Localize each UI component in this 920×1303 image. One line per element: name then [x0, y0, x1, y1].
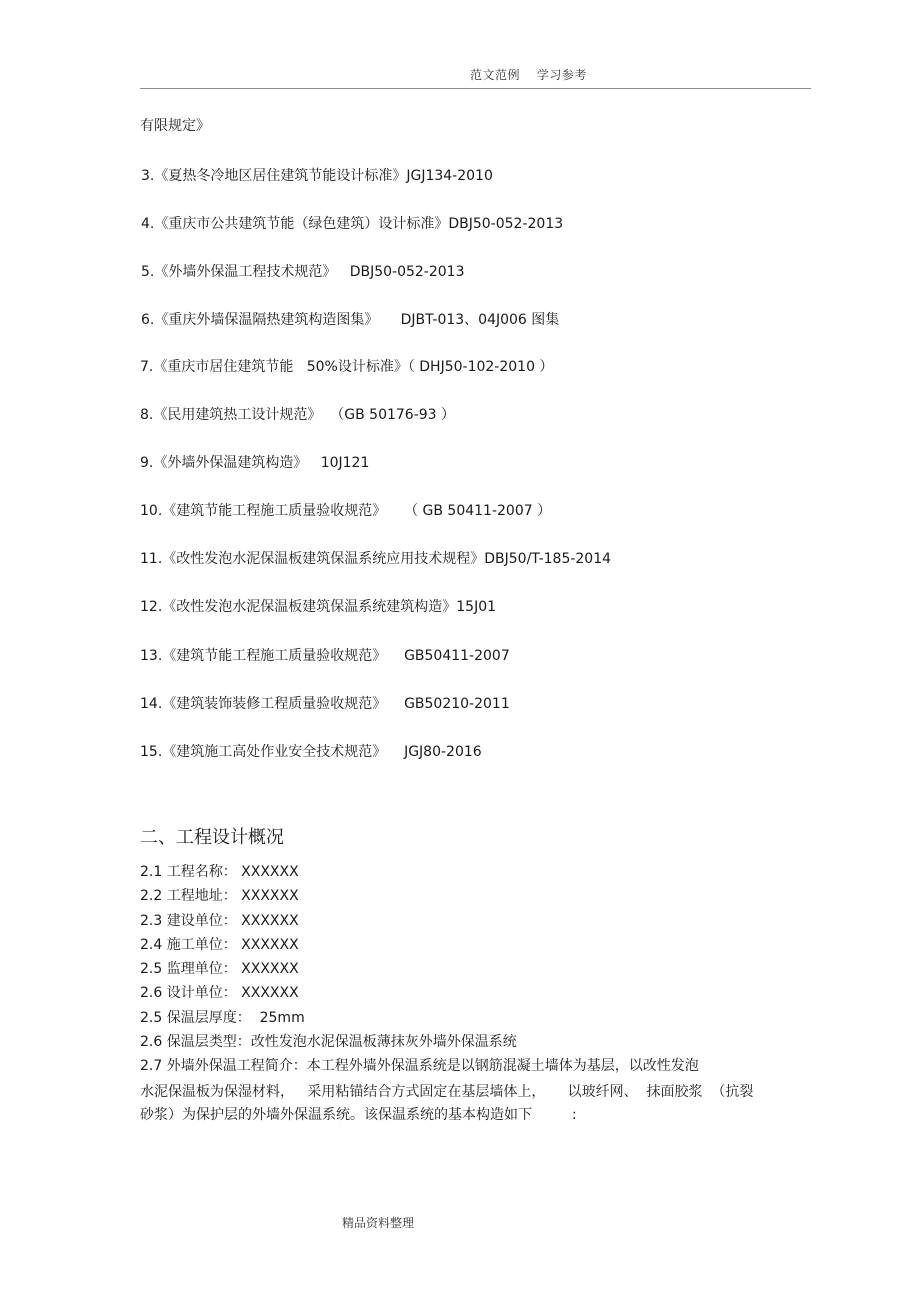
- paragraph-line: 水泥保温板为保湿材料， 采用粘锚结合方式固定在基层墙体上， 以玻纤网、 抹面胶浆 （抗裂: [140, 1084, 754, 1100]
- info-item: 2.4 施工单位： XXXXXX: [140, 937, 299, 953]
- reference-item: 12.《改性发泡水泥保温板建筑保温系统建筑构造》15J01: [140, 599, 497, 615]
- info-item: 2.5 监理单位： XXXXXX: [140, 961, 299, 977]
- reference-item: 3.《夏热冬冷地区居住建筑节能设计标准》JGJ134-2010: [141, 168, 493, 184]
- reference-item: 14.《建筑装饰装修工程质量验收规范》 GB50210-2011: [140, 696, 510, 712]
- footer-text: 精品资料整理: [342, 1216, 415, 1230]
- reference-item: 9.《外墙外保温建筑构造》 10J121: [140, 455, 370, 471]
- reference-item: 11.《改性发泡水泥保温板建筑保温系统应用技术规程》DBJ50/T-185-2014: [140, 551, 612, 567]
- info-item: 2.2 工程地址： XXXXXX: [140, 888, 299, 904]
- reference-item: 8.《民用建筑热工设计规范》 （GB 50176-93 ）: [140, 407, 456, 423]
- info-item: 2.3 建设单位： XXXXXX: [140, 913, 299, 929]
- reference-item: 5.《外墙外保温工程技术规范》 DBJ50-052-2013: [141, 264, 465, 280]
- paragraph-line: 2.7 外墙外保温工程简介：本工程外墙外保温系统是以钢筋混凝土墙体为基层，以改性发泡: [140, 1058, 699, 1074]
- section-heading: 二、工程设计概况: [140, 827, 284, 848]
- reference-item: 4.《重庆市公共建筑节能（绿色建筑）设计标准》DBJ50-052-2013: [141, 216, 564, 232]
- header-title: 范文范例 学习参考: [470, 68, 587, 82]
- info-item: 2.6 设计单位： XXXXXX: [140, 985, 299, 1001]
- info-item: 2.6 保温层类型：改性发泡水泥保温板薄抹灰外墙外保温系统: [140, 1034, 517, 1050]
- reference-item: 7.《重庆市居住建筑节能 50%设计标准》（ DHJ50-102-2010 ）: [140, 359, 554, 375]
- header-divider: [140, 88, 811, 89]
- reference-item: 10.《建筑节能工程施工质量验收规范》 （ GB 50411-2007 ）: [140, 503, 552, 519]
- reference-item: 15.《建筑施工高处作业安全技术规范》 JGJ80-2016: [140, 744, 482, 760]
- reference-item: 13.《建筑节能工程施工质量验收规范》 GB50411-2007: [140, 648, 510, 664]
- paragraph-line: 砂浆）为保护层的外墙外保温系统。该保温系统的基本构造如下 :: [140, 1107, 577, 1123]
- reference-item: 6.《重庆外墙保温隔热建筑构造图集》 DJBT-013、04J006 图集: [141, 312, 560, 328]
- continuation-text: 有限规定》: [140, 118, 210, 134]
- info-item: 2.1 工程名称： XXXXXX: [140, 864, 299, 880]
- info-item: 2.5 保温层厚度： 25mm: [140, 1010, 305, 1026]
